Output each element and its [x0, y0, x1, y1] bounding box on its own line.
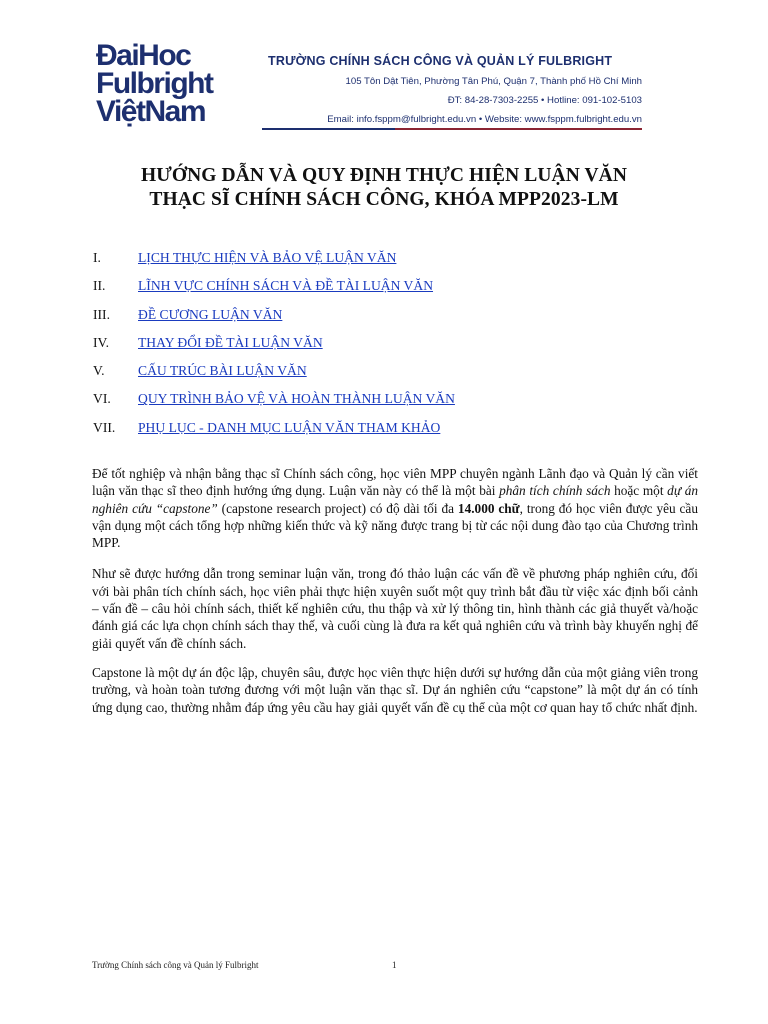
school-name: TRƯỜNG CHÍNH SÁCH CÔNG VÀ QUẢN LÝ FULBRIGHT	[268, 54, 613, 68]
toc-link-change-topic[interactable]: THAY ĐỔI ĐỀ TÀI LUẬN VĂN	[138, 334, 323, 350]
logo-line-1: ĐaiHoc	[96, 39, 191, 72]
toc-item	[93, 335, 653, 363]
footer-school-name: Trường Chính sách công và Quản lý Fulbright	[92, 960, 259, 970]
address-line: 105 Tôn Dật Tiên, Phường Tân Phú, Quận 7, Thành phố Hồ Chí Minh	[345, 76, 642, 87]
paragraph-method: Như sẽ được hướng dẫn trong seminar luận văn, trong đó thảo luận các vấn đề về phương pháp nghiên cứu, đối với bài phân tích chính sách, học viên phải thực hiện xuyên suốt một quy trình bắt đầu từ việc xác định bối cảnh – vấn đề – câu hỏi chính sách, thiết kế nghiên cứu, thu thập và xử lý thông tin, hình thành các giả thuyết và/hoặc đánh giá các lựa chọn chính sách thay thế, và cuối cùng là đưa ra kết quả nghiên cứu và trình bày khuyến nghị để giải quyết vấn đề chính sách.	[92, 566, 698, 651]
fulbright-logo	[96, 39, 213, 128]
title-line-2: THẠC SĨ CHÍNH SÁCH CÔNG, KHÓA MPP2023-LM	[149, 189, 619, 210]
text-span: (capstone research project) có độ dài tối đa	[217, 500, 458, 516]
toc-number: III.	[93, 306, 110, 322]
phone-line: ĐT: 84-28-7303-2255 • Hotline: 091-102-5103	[447, 95, 642, 106]
emphasis-text: dự án nghiên cứu “capstone”	[92, 483, 699, 516]
toc-number: VII.	[93, 419, 116, 435]
body-text	[92, 465, 698, 728]
toc-item	[93, 307, 653, 335]
toc-item	[93, 391, 653, 419]
toc-number: IV.	[93, 334, 109, 350]
toc-link-defense-process[interactable]: QUY TRÌNH BẢO VỆ VÀ HOÀN THÀNH LUẬN VĂN	[138, 391, 455, 407]
paragraph-capstone: Capstone là một dự án độc lập, chuyên sâu, được học viên thực hiện dưới sự hướng dẫn của một giảng viên trong trường, và hoàn toàn tương đương với một luận văn thạc sĩ. Dự án nghiên cứu “capstone” là một dự án có tính ứng dụng cao, thường nhằm đáp ứng yêu cầu hay giải quyết vấn đề cụ thể của một cơ quan hay tổ chức nhất định.	[92, 664, 698, 715]
paragraph-intro	[92, 465, 698, 551]
toc-number: I.	[93, 250, 101, 265]
toc-number: V.	[93, 363, 105, 379]
text-span: hoặc một	[610, 483, 668, 499]
toc-item	[93, 363, 653, 391]
title-line-1: HƯỚNG DẪN VÀ QUY ĐỊNH THỰC HIỆN LUẬN VĂN	[140, 165, 628, 186]
header-divider	[262, 128, 642, 130]
toc-link-structure[interactable]: CẤU TRÚC BÀI LUẬN VĂN	[138, 363, 307, 379]
text-span: , trong đó học viên được yêu cầu vận dụng một cách tổng hợp những kiến thức và kỹ năng được trang bị từ các nội dung đào tạo của Chương trình MPP.	[92, 500, 698, 551]
logo-line-2: Fulbright	[96, 67, 213, 100]
emphasis-text: phân tích chính sách	[499, 483, 611, 499]
document-title	[60, 164, 708, 212]
toc-link-appendix[interactable]: PHỤ LỤC - DANH MỤC LUẬN VĂN THAM KHẢO	[138, 419, 441, 435]
text-span: Để tốt nghiệp và nhận bằng thạc sĩ Chính sách công, học viên MPP chuyên ngành Lãnh đạo và Quản lý cần viết luận văn thạc sĩ theo định hướng ứng dụng. Luận văn này có thể là một bài	[92, 466, 698, 499]
toc-item	[93, 420, 653, 448]
page-number: 1	[392, 960, 397, 970]
toc-number: VI.	[93, 391, 111, 407]
email-website-line[interactable]: Email: info.fsppm@fulbright.edu.vn • Website: www.fsppm.fulbright.edu.vn	[327, 114, 642, 125]
toc-link-proposal[interactable]: ĐỀ CƯƠNG LUẬN VĂN	[138, 306, 283, 322]
toc-number: II.	[93, 278, 106, 294]
toc-item	[93, 278, 653, 306]
table-of-contents	[93, 250, 653, 448]
toc-link-schedule[interactable]: LỊCH THỰC HIỆN VÀ BẢO VỆ LUẬN VĂN	[138, 250, 397, 265]
letterhead	[262, 54, 642, 125]
bold-text: 14.000 chữ	[457, 500, 520, 516]
logo-line-3: ViệtNam	[96, 95, 206, 128]
toc-item	[93, 250, 653, 278]
toc-link-policy-areas[interactable]: LĨNH VỰC CHÍNH SÁCH VÀ ĐỀ TÀI LUẬN VĂN	[138, 278, 434, 294]
